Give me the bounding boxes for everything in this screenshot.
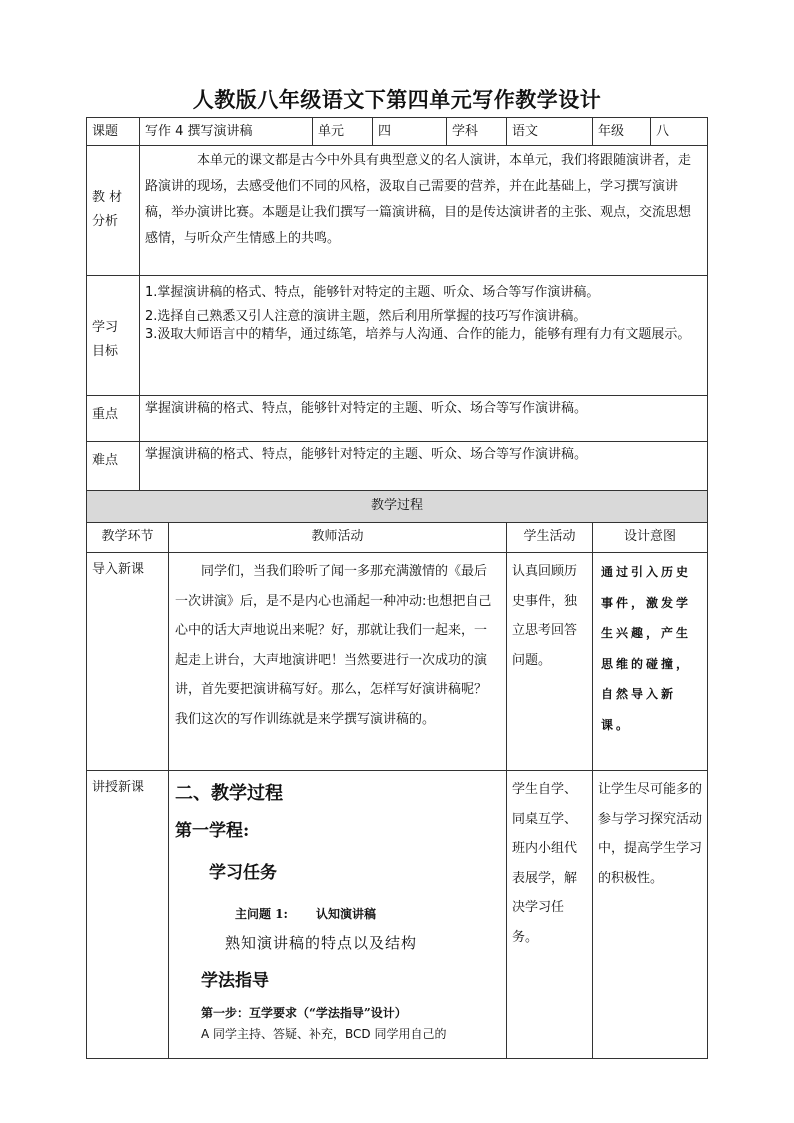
teach-question: 主问题 1: 认知演讲稿 (235, 906, 376, 921)
teach-task: 学习任务 (209, 862, 277, 883)
teach-teacher (169, 771, 507, 1059)
analysis-text: 本单元的课文都是古今中外具有典型意义的名人演讲，本单元，我们将跟随演讲者，走路演讲的现场，去感受他们不同的风格，汲取自己需要的营养，并在此基础上，学习撰写演讲稿，举办演讲比赛。本题是让我们撰写一篇演讲稿，目的是传达演讲者的主张、观点，交流思想感情，与听众产生情感上的共鸣。 (140, 146, 708, 276)
intro-stage: 导入新课 (87, 553, 169, 771)
process-title-row (87, 491, 708, 523)
key-point-row (87, 396, 708, 442)
grade-value: 八 (651, 118, 708, 146)
teach-heading: 二、教学过程 (175, 783, 283, 804)
lesson-plan-table (86, 117, 708, 1059)
objective-item: 2.选择自己熟悉又引人注意的演讲主题，然后利用所掌握的技巧写作演讲稿。 (145, 309, 587, 325)
analysis-row (87, 146, 708, 276)
page-title: 人教版八年级语文下第四单元写作教学设计 (192, 87, 602, 112)
subject-value: 语文 (507, 118, 593, 146)
unit-label: 单元 (313, 118, 373, 146)
teach-student: 学生自学、同桌互学、班内小组代表展学，解决学习任务。 (507, 771, 593, 1059)
col-purpose: 设计意图 (593, 523, 708, 553)
intro-purpose: 通过引入历史事件，激发学生兴趣，产生思维的碰撞，自然导入新课。 (593, 553, 708, 771)
key-point-text: 掌握演讲稿的格式、特点，能够针对特定的主题、听众、场合等写作演讲稿。 (140, 396, 708, 442)
difficulty-text: 掌握演讲稿的格式、特点，能够针对特定的主题、听众、场合等写作演讲稿。 (140, 442, 708, 491)
teach-first: 第一学程: (175, 821, 250, 842)
objective-item: 3.汲取大师语言中的精华，通过练笔，培养与人沟通、合作的能力，能够有理有力有文题展示。 (145, 327, 691, 343)
teach-method: 学法指导 (201, 970, 269, 991)
subject-label: 学科 (447, 118, 507, 146)
teach-stage: 讲授新课 (87, 771, 169, 1059)
col-student: 学生活动 (507, 523, 593, 553)
objective-item: 1.掌握演讲稿的格式、特点，能够针对特定的主题、听众、场合等写作演讲稿。 (145, 285, 600, 300)
objectives-label: 学习 目标 (87, 276, 140, 396)
teach-step1-detail: A 同学主持、答疑、补充，BCD 同学用自己的 (201, 1027, 447, 1042)
difficulty-row (87, 442, 708, 491)
grade-label: 年级 (593, 118, 651, 146)
process-title: 教学过程 (87, 491, 708, 523)
unit-value: 四 (373, 118, 447, 146)
teach-question-desc: 熟知演讲稿的特点以及结构 (225, 933, 418, 952)
key-point-label: 重点 (87, 396, 140, 442)
objectives-row (87, 276, 708, 396)
teach-row (87, 771, 708, 1059)
lesson-label: 课题 (87, 118, 140, 146)
analysis-label: 教 材 分析 (87, 146, 140, 276)
intro-student: 认真回顾历史事件，独立思考回答问题。 (507, 553, 593, 771)
col-stage: 教学环节 (87, 523, 169, 553)
difficulty-label: 难点 (87, 442, 140, 491)
objectives-text (140, 276, 708, 396)
intro-teacher: 同学们，当我们聆听了闻一多那充满激情的《最后一次讲演》后，是不是内心也涌起一种冲动:也想把自己心中的话大声地说出来呢？好，那就让我们一起来，一起走上讲台，大声地演讲吧！当然要进行一次成功的演讲，首先要把演讲稿写好。那么，怎样写好演讲稿呢？我们这次的写作训练就是来学撰写演讲稿的。 (169, 553, 507, 771)
col-teacher: 教师活动 (169, 523, 507, 553)
teach-step1: 第一步：互学要求（“学法指导”设计） (201, 1006, 407, 1021)
teach-purpose: 让学生尽可能多的参与学习探究活动中，提高学生学习的积极性。 (593, 771, 708, 1059)
lesson-value: 写作 4 撰写演讲稿 (140, 118, 313, 146)
intro-row (87, 553, 708, 771)
process-header-row (87, 523, 708, 553)
header-row (87, 118, 708, 146)
